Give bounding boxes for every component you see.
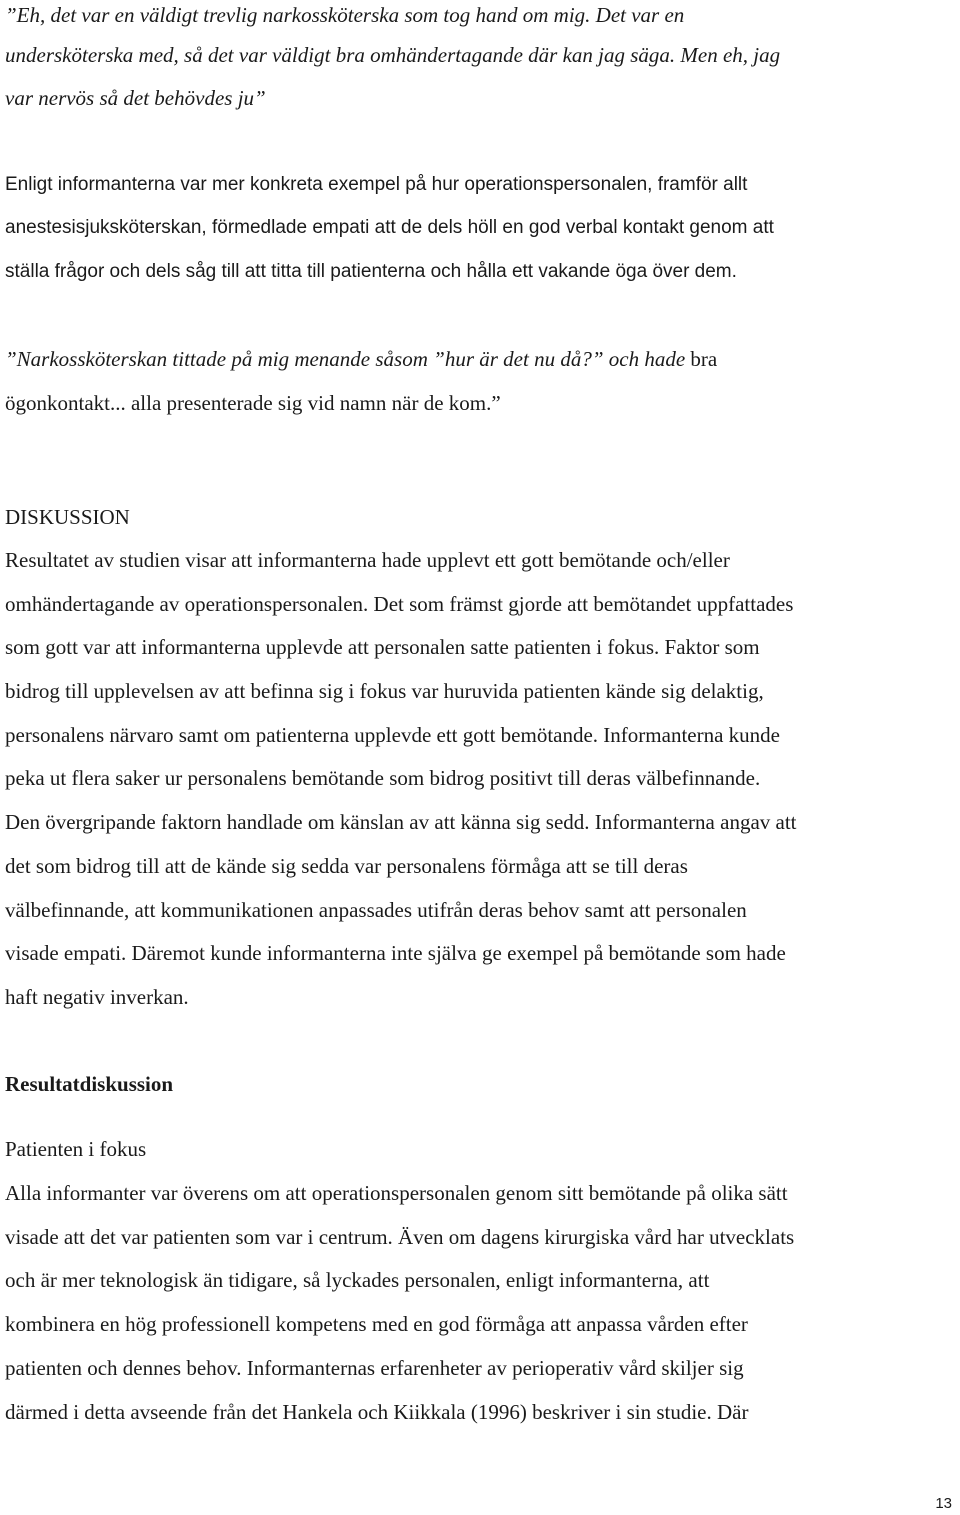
paragraph-line: visade att det var patienten som var i centrum. Även om dagens kirurgiska vård har utvecklats (5, 1225, 795, 1249)
quote-line: var nervös så det behövdes ju” (5, 86, 266, 110)
quote-line (5, 344, 717, 374)
quote-line: undersköterska med, så det var väldigt bra omhändertagande där kan jag säga. Men eh, jag (5, 43, 781, 67)
paragraph-line: Resultatet av studien visar att informanterna hade upplevt ett gott bemötande och/eller (5, 548, 730, 572)
paragraph-line: peka ut flera saker ur personalens bemötande som bidrog positivt till deras välbefinnande. (5, 766, 761, 790)
paragraph-line: därmed i detta avseende från det Hankela och Kiikkala (1996) beskriver i sin studie. Där (5, 1400, 749, 1424)
paragraph-line: visade empati. Däremot kunde informanterna inte själva ge exempel på bemötande som hade (5, 941, 786, 965)
paragraph-line: det som bidrog till att de kände sig sedda var personalens förmåga att se till deras (5, 854, 688, 878)
paragraph-line: välbefinnande, att kommunikationen anpassades utifrån deras behov samt att personalen (5, 898, 747, 922)
paragraph-line: haft negativ inverkan. (5, 985, 189, 1009)
paragraph-line: bidrog till upplevelsen av att befinna sig i fokus var huruvida patienten kände sig delaktig, (5, 679, 764, 703)
quote-line: ögonkontakt... alla presenterade sig vid namn när de kom.” (5, 391, 501, 415)
paragraph-line: omhändertagande av operationspersonalen. Det som främst gjorde att bemötandet uppfattades (5, 592, 794, 616)
subsection-heading: Resultatdiskussion (5, 1072, 174, 1096)
paragraph-line: personalens närvaro samt om patienterna upplevde ett gott bemötande. Informanterna kunde (5, 723, 780, 747)
paragraph-line: kombinera en hög professionell kompetens med en god förmåga att anpassa vården efter (5, 1312, 748, 1336)
paragraph-line: anestesisjuksköterskan, förmedlade empati att de dels höll en god verbal kontakt genom att (5, 217, 774, 238)
subsection-subheading: Patienten i fokus (5, 1137, 147, 1161)
paragraph-line: ställa frågor och dels såg till att titta till patienterna och hålla ett vakande öga över dem. (5, 261, 737, 282)
quote-italic-text: ”Narkossköterskan tittade på mig menande såsom ”hur är det nu då?” och hade (5, 347, 686, 371)
quote-line: ”Eh, det var en väldigt trevlig narkossköterska som tog hand om mig. Det var en (5, 3, 685, 27)
paragraph-line: Den övergripande faktorn handlade om känslan av att känna sig sedd. Informanterna angav att (5, 810, 797, 834)
paragraph-line: patienten och dennes behov. Informanternas erfarenheter av perioperativ vård skiljer sig (5, 1356, 744, 1380)
paragraph-line: och är mer teknologisk än tidigare, så lyckades personalen, enligt informanterna, att (5, 1268, 710, 1292)
paragraph-line: Alla informanter var överens om att operationspersonalen genom sitt bemötande på olika sätt (5, 1181, 788, 1205)
paragraph-line: Enligt informanterna var mer konkreta exempel på hur operationspersonalen, framför allt (5, 174, 748, 195)
section-heading: DISKUSSION (5, 505, 130, 529)
page-number: 13 (935, 1495, 952, 1512)
paragraph-line: som gott var att informanterna upplevde att personalen satte patienten i fokus. Faktor som (5, 635, 760, 659)
quote-plain-text: bra (685, 347, 718, 371)
